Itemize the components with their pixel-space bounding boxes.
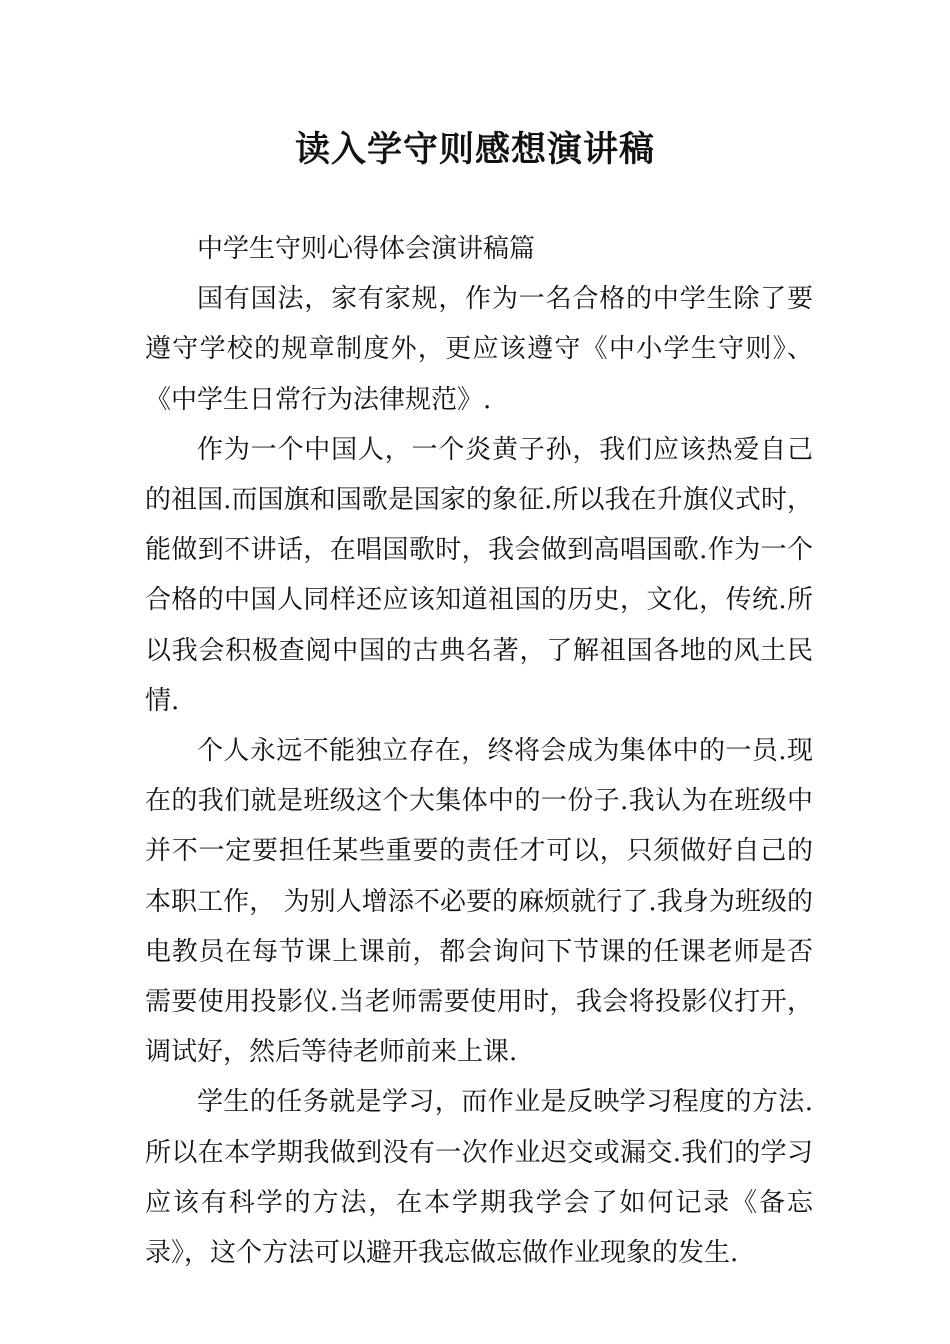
paragraph-3: 个人永远不能独立存在，终将会成为集体中的一员.现在的我们就是班级这个大集体中的一份子.我认为在班级中并不一定要担任某些重要的责任才可以，只须做好自己的本职工作， 为别人增添不必要的麻烦就行了.我身为班级的电教员在每节课上课前，都会询问下节课的任课老师是否需要使用投影仪.当老师需要使用时，我会将投影仪打开，调试好，然后等待老师前来上课. xyxy=(145,736,813,1068)
section-heading: 中学生守则心得体会演讲稿篇 xyxy=(197,234,536,264)
paragraph-4: 学生的任务就是学习，而作业是反映学习程度的方法.所以在本学期我做到没有一次作业迟交或漏交.我们的学习应该有科学的方法，在本学期我学会了如何记录《备忘录》，这个方法可以避开我忘做忘做作业现象的发生. xyxy=(145,1087,813,1269)
paragraph-1: 国有国法，家有家规，作为一名合格的中学生除了要遵守学校的规章制度外，更应该遵守《中小学生守则》、《中学生日常行为法律规范》. xyxy=(145,284,813,415)
document-title: 读入学守则感想演讲稿 xyxy=(294,130,655,170)
document-body xyxy=(145,224,813,1278)
paragraph-2: 作为一个中国人，一个炎黄子孙，我们应该热爱自己的祖国.而国旗和国歌是国家的象征.所以我在升旗仪式时，能做到不讲话，在唱国歌时，我会做到高唱国歌.作为一个合格的中国人同样还应该知道祖国的历史，文化，传统.所以我会积极查阅中国的古典名著，了解祖国各地的风土民情. xyxy=(145,434,813,716)
